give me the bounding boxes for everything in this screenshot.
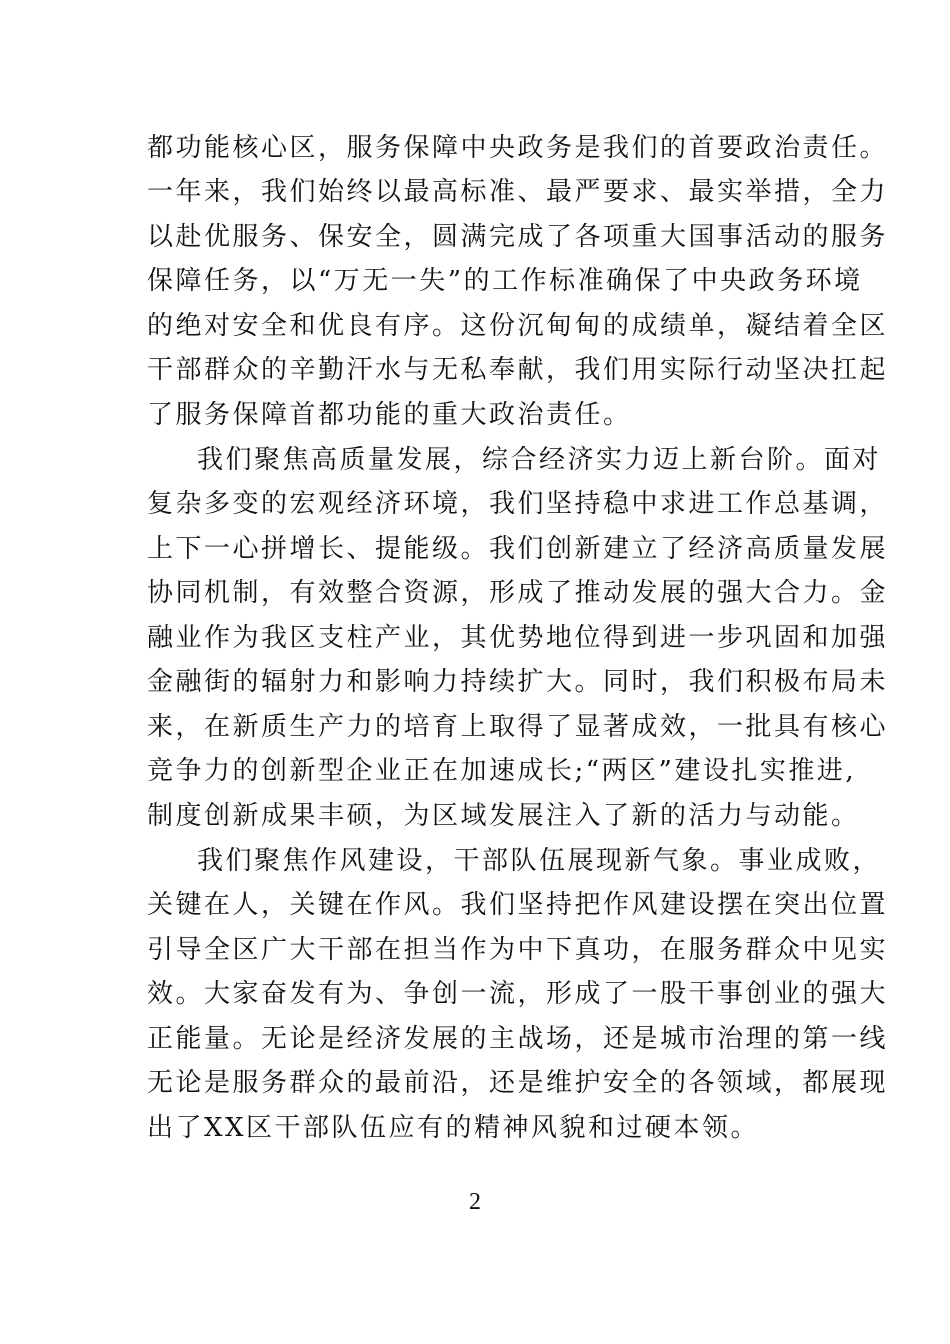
text-line: 引导全区广大干部在担当作为中下真功，在服务群众中见实 [147,935,889,965]
page-number: 2 [469,1189,481,1215]
text-line: 的绝对安全和优良有序。这份沉甸甸的成绩单，凝结着全区 [147,311,889,341]
text-line: 干部群众的辛勤汗水与无私奉献，我们用实际行动坚决扛起 [147,355,889,385]
text-line: 制度创新成果丰硕，为区域发展注入了新的活力与动能。 [147,801,860,831]
text-line: 金融街的辐射力和影响力持续扩大。同时，我们积极布局未 [147,667,889,697]
text-line: 效。大家奋发有为、争创一流，形成了一股干事创业的强大 [147,979,889,1009]
text-line: 保障任务，以“万无一失”的工作标准确保了中央政务环境 [147,266,863,296]
text-line: 无论是服务群众的最前沿，还是维护安全的各领域，都展现 [147,1068,889,1098]
text-line: 关键在人，关键在作风。我们坚持把作风建设摆在突出位置 [147,890,889,920]
text-line: 来，在新质生产力的培育上取得了显著成效，一批具有核心 [147,712,889,742]
text-line: 协同机制，有效整合资源，形成了推动发展的强大合力。金 [147,578,889,608]
text-line: 出了XX区干部队伍应有的精神风貌和过硬本领。 [147,1113,760,1143]
text-line: 复杂多变的宏观经济环境，我们坚持稳中求进工作总基调， [147,489,889,519]
text-line: 上下一心拼增长、提能级。我们创新建立了经济高质量发展 [147,534,889,564]
text-line: 以赴优服务、保安全，圆满完成了各项重大国事活动的服务 [147,222,889,252]
text-line: 我们聚焦作风建设，干部队伍展现新气象。事业成败， [197,846,882,876]
text-line: 正能量。无论是经济发展的主战场，还是城市治理的第一线 [147,1024,889,1054]
text-line: 了服务保障首都功能的重大政治责任。 [147,400,632,430]
text-line: 我们聚焦高质量发展，综合经济实力迈上新台阶。面对 [197,445,882,475]
text-line: 融业作为我区支柱产业，其优势地位得到进一步巩固和加强 [147,623,889,653]
text-line: 竞争力的创新型企业正在加速成长;“两区”建设扎实推进, [147,756,857,786]
text-line: 都功能核心区，服务保障中央政务是我们的首要政治责任。 [147,133,889,163]
text-line: 一年来，我们始终以最高标准、最严要求、最实举措，全力 [147,177,889,207]
